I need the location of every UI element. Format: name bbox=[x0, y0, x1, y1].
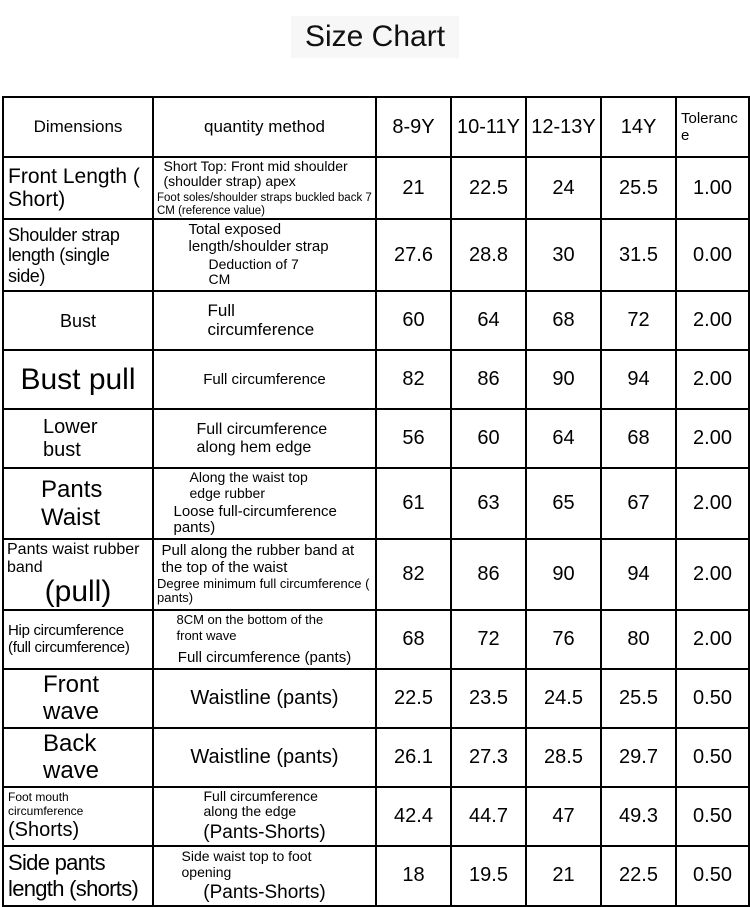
tolerance-cell: 2.00 bbox=[676, 291, 749, 350]
size-value-cell: 76 bbox=[526, 610, 601, 669]
header-size-10-11y: 10-11Y bbox=[451, 97, 526, 157]
tolerance-cell: 0.50 bbox=[676, 787, 749, 846]
method-main: 8CM on the bottom of the front wave bbox=[176, 612, 324, 643]
size-value-cell: 82 bbox=[376, 350, 451, 409]
size-value-cell: 27.3 bbox=[451, 728, 526, 787]
size-value-cell: 25.5 bbox=[601, 669, 676, 728]
tolerance-cell: 2.00 bbox=[676, 350, 749, 409]
table-row bbox=[3, 291, 749, 350]
page-header bbox=[0, 16, 750, 58]
size-value-cell: 24.5 bbox=[526, 669, 601, 728]
method-sub: Deduction of 7 CM bbox=[208, 255, 299, 288]
size-value-cell: 29.7 bbox=[601, 728, 676, 787]
tolerance-cell: 0.50 bbox=[676, 669, 749, 728]
size-value-cell: 86 bbox=[451, 539, 526, 610]
size-value-cell: 56 bbox=[376, 409, 451, 468]
size-value-cell: 60 bbox=[451, 409, 526, 468]
method-main: Total exposed length/shoulder strap bbox=[188, 221, 329, 256]
size-value-cell: 64 bbox=[526, 409, 601, 468]
dimension-label: Front wave bbox=[43, 670, 100, 726]
size-value-cell: 22.5 bbox=[376, 669, 451, 728]
size-value-cell: 27.6 bbox=[376, 219, 451, 291]
size-value-cell: 21 bbox=[526, 846, 601, 906]
size-value-cell: 90 bbox=[526, 350, 601, 409]
size-value-cell: 23.5 bbox=[451, 669, 526, 728]
size-value-cell: 68 bbox=[526, 291, 601, 350]
header-size-8-9y: 8-9Y bbox=[376, 97, 451, 157]
dimension-label-small: Foot mouth circumference bbox=[8, 789, 84, 818]
method-sub: Loose full-circumference pants) bbox=[173, 502, 337, 536]
table-row bbox=[3, 669, 749, 728]
dimension-cell bbox=[3, 728, 153, 787]
size-value-cell: 47 bbox=[526, 787, 601, 846]
size-value-cell: 67 bbox=[601, 468, 676, 539]
header-size-14y: 14Y bbox=[601, 97, 676, 157]
table-row bbox=[3, 468, 749, 539]
size-value-cell: 60 bbox=[376, 291, 451, 350]
size-value-cell: 28.8 bbox=[451, 219, 526, 291]
method-cell: Full circumference bbox=[153, 350, 376, 409]
method-sub: Degree minimum full circumference ( pants) bbox=[157, 575, 370, 606]
dimension-cell: Side pants length (shorts) bbox=[3, 846, 153, 906]
method-cell: Waistline (pants) bbox=[153, 669, 376, 728]
size-value-cell: 19.5 bbox=[451, 846, 526, 906]
method-cell bbox=[153, 219, 376, 291]
page-title: Size Chart bbox=[291, 16, 459, 58]
method-sub: (Pants-Shorts) bbox=[203, 821, 326, 843]
dimension-label: Pants Waist bbox=[41, 476, 103, 531]
header-dimensions: Dimensions bbox=[3, 97, 153, 157]
size-value-cell: 28.5 bbox=[526, 728, 601, 787]
tolerance-cell: 0.50 bbox=[676, 728, 749, 787]
method-main: Along the waist top edge rubber bbox=[189, 469, 308, 502]
size-value-cell: 44.7 bbox=[451, 787, 526, 846]
header-size-12-13y: 12-13Y bbox=[526, 97, 601, 157]
tolerance-cell: 2.00 bbox=[676, 610, 749, 669]
method-sub: (Pants-Shorts) bbox=[203, 881, 326, 903]
table-header-row bbox=[3, 97, 749, 157]
table-row bbox=[3, 539, 749, 610]
dimension-cell: Front Length ( Short) bbox=[3, 157, 153, 219]
method-cell: Waistline (pants) bbox=[153, 728, 376, 787]
table-row bbox=[3, 787, 749, 846]
table-row bbox=[3, 350, 749, 409]
table-row bbox=[3, 728, 749, 787]
tolerance-cell: 2.00 bbox=[676, 409, 749, 468]
size-value-cell: 21 bbox=[376, 157, 451, 219]
size-value-cell: 22.5 bbox=[451, 157, 526, 219]
method-sub: Foot soles/shoulder straps buckled back 7 CM (reference value) bbox=[157, 191, 372, 217]
header-tolerance: Tolerance bbox=[676, 97, 749, 157]
dimension-cell bbox=[3, 669, 153, 728]
size-value-cell: 42.4 bbox=[376, 787, 451, 846]
tolerance-cell: 1.00 bbox=[676, 157, 749, 219]
size-value-cell: 30 bbox=[526, 219, 601, 291]
method-main: Full circumference along hem edge bbox=[196, 420, 328, 456]
method-main: Pull along the rubber band at the top of the waist bbox=[161, 542, 355, 576]
table-row bbox=[3, 846, 749, 906]
size-value-cell: 49.3 bbox=[601, 787, 676, 846]
method-cell bbox=[153, 539, 376, 610]
size-value-cell: 72 bbox=[451, 610, 526, 669]
method-main: Short Top: Front mid shoulder (shoulder strap) apex bbox=[163, 158, 348, 190]
header-method: quantity method bbox=[153, 97, 376, 157]
table-row bbox=[3, 409, 749, 468]
size-value-cell: 18 bbox=[376, 846, 451, 906]
dimension-cell bbox=[3, 468, 153, 539]
dimension-label-small: Pants waist rubber band bbox=[7, 540, 140, 576]
method-sub: Full circumference (pants) bbox=[177, 648, 352, 666]
table-row bbox=[3, 610, 749, 669]
size-value-cell: 61 bbox=[376, 468, 451, 539]
size-value-cell: 63 bbox=[451, 468, 526, 539]
size-value-cell: 94 bbox=[601, 350, 676, 409]
size-value-cell: 94 bbox=[601, 539, 676, 610]
dimension-cell: Bust bbox=[3, 291, 153, 350]
method-cell bbox=[153, 610, 376, 669]
method-cell bbox=[153, 157, 376, 219]
tolerance-cell: 0.50 bbox=[676, 846, 749, 906]
dimension-label: Back wave bbox=[43, 729, 100, 785]
method-main: Full circumference bbox=[207, 301, 315, 340]
tolerance-cell: 0.00 bbox=[676, 219, 749, 291]
size-value-cell: 22.5 bbox=[601, 846, 676, 906]
table-row bbox=[3, 219, 749, 291]
method-cell bbox=[153, 468, 376, 539]
size-value-cell: 26.1 bbox=[376, 728, 451, 787]
method-cell bbox=[153, 291, 376, 350]
dimension-cell bbox=[3, 787, 153, 846]
size-value-cell: 72 bbox=[601, 291, 676, 350]
method-main: Side waist top to foot opening bbox=[181, 847, 312, 880]
size-value-cell: 25.5 bbox=[601, 157, 676, 219]
method-cell bbox=[153, 846, 376, 906]
size-value-cell: 65 bbox=[526, 468, 601, 539]
dimension-label-large: (Shorts) bbox=[8, 818, 80, 841]
table-row bbox=[3, 157, 749, 219]
size-value-cell: 31.5 bbox=[601, 219, 676, 291]
size-value-cell: 68 bbox=[601, 409, 676, 468]
size-value-cell: 82 bbox=[376, 539, 451, 610]
method-main: Full circumference along the edge bbox=[203, 787, 318, 820]
method-cell bbox=[153, 787, 376, 846]
dimension-cell: Hip circumference (full circumference) bbox=[3, 610, 153, 669]
size-value-cell: 86 bbox=[451, 350, 526, 409]
dimension-cell bbox=[3, 539, 153, 610]
size-value-cell: 80 bbox=[601, 610, 676, 669]
size-value-cell: 68 bbox=[376, 610, 451, 669]
tolerance-cell: 2.00 bbox=[676, 468, 749, 539]
size-chart-table bbox=[2, 96, 750, 907]
tolerance-cell: 2.00 bbox=[676, 539, 749, 610]
dimension-label-large: (pull) bbox=[44, 575, 112, 609]
size-value-cell: 90 bbox=[526, 539, 601, 610]
method-cell bbox=[153, 409, 376, 468]
dimension-cell: Bust pull bbox=[3, 350, 153, 409]
dimension-cell bbox=[3, 409, 153, 468]
dimension-cell: Shoulder strap length (single side) bbox=[3, 219, 153, 291]
size-value-cell: 64 bbox=[451, 291, 526, 350]
size-value-cell: 24 bbox=[526, 157, 601, 219]
dimension-label: Lower bust bbox=[43, 416, 98, 461]
